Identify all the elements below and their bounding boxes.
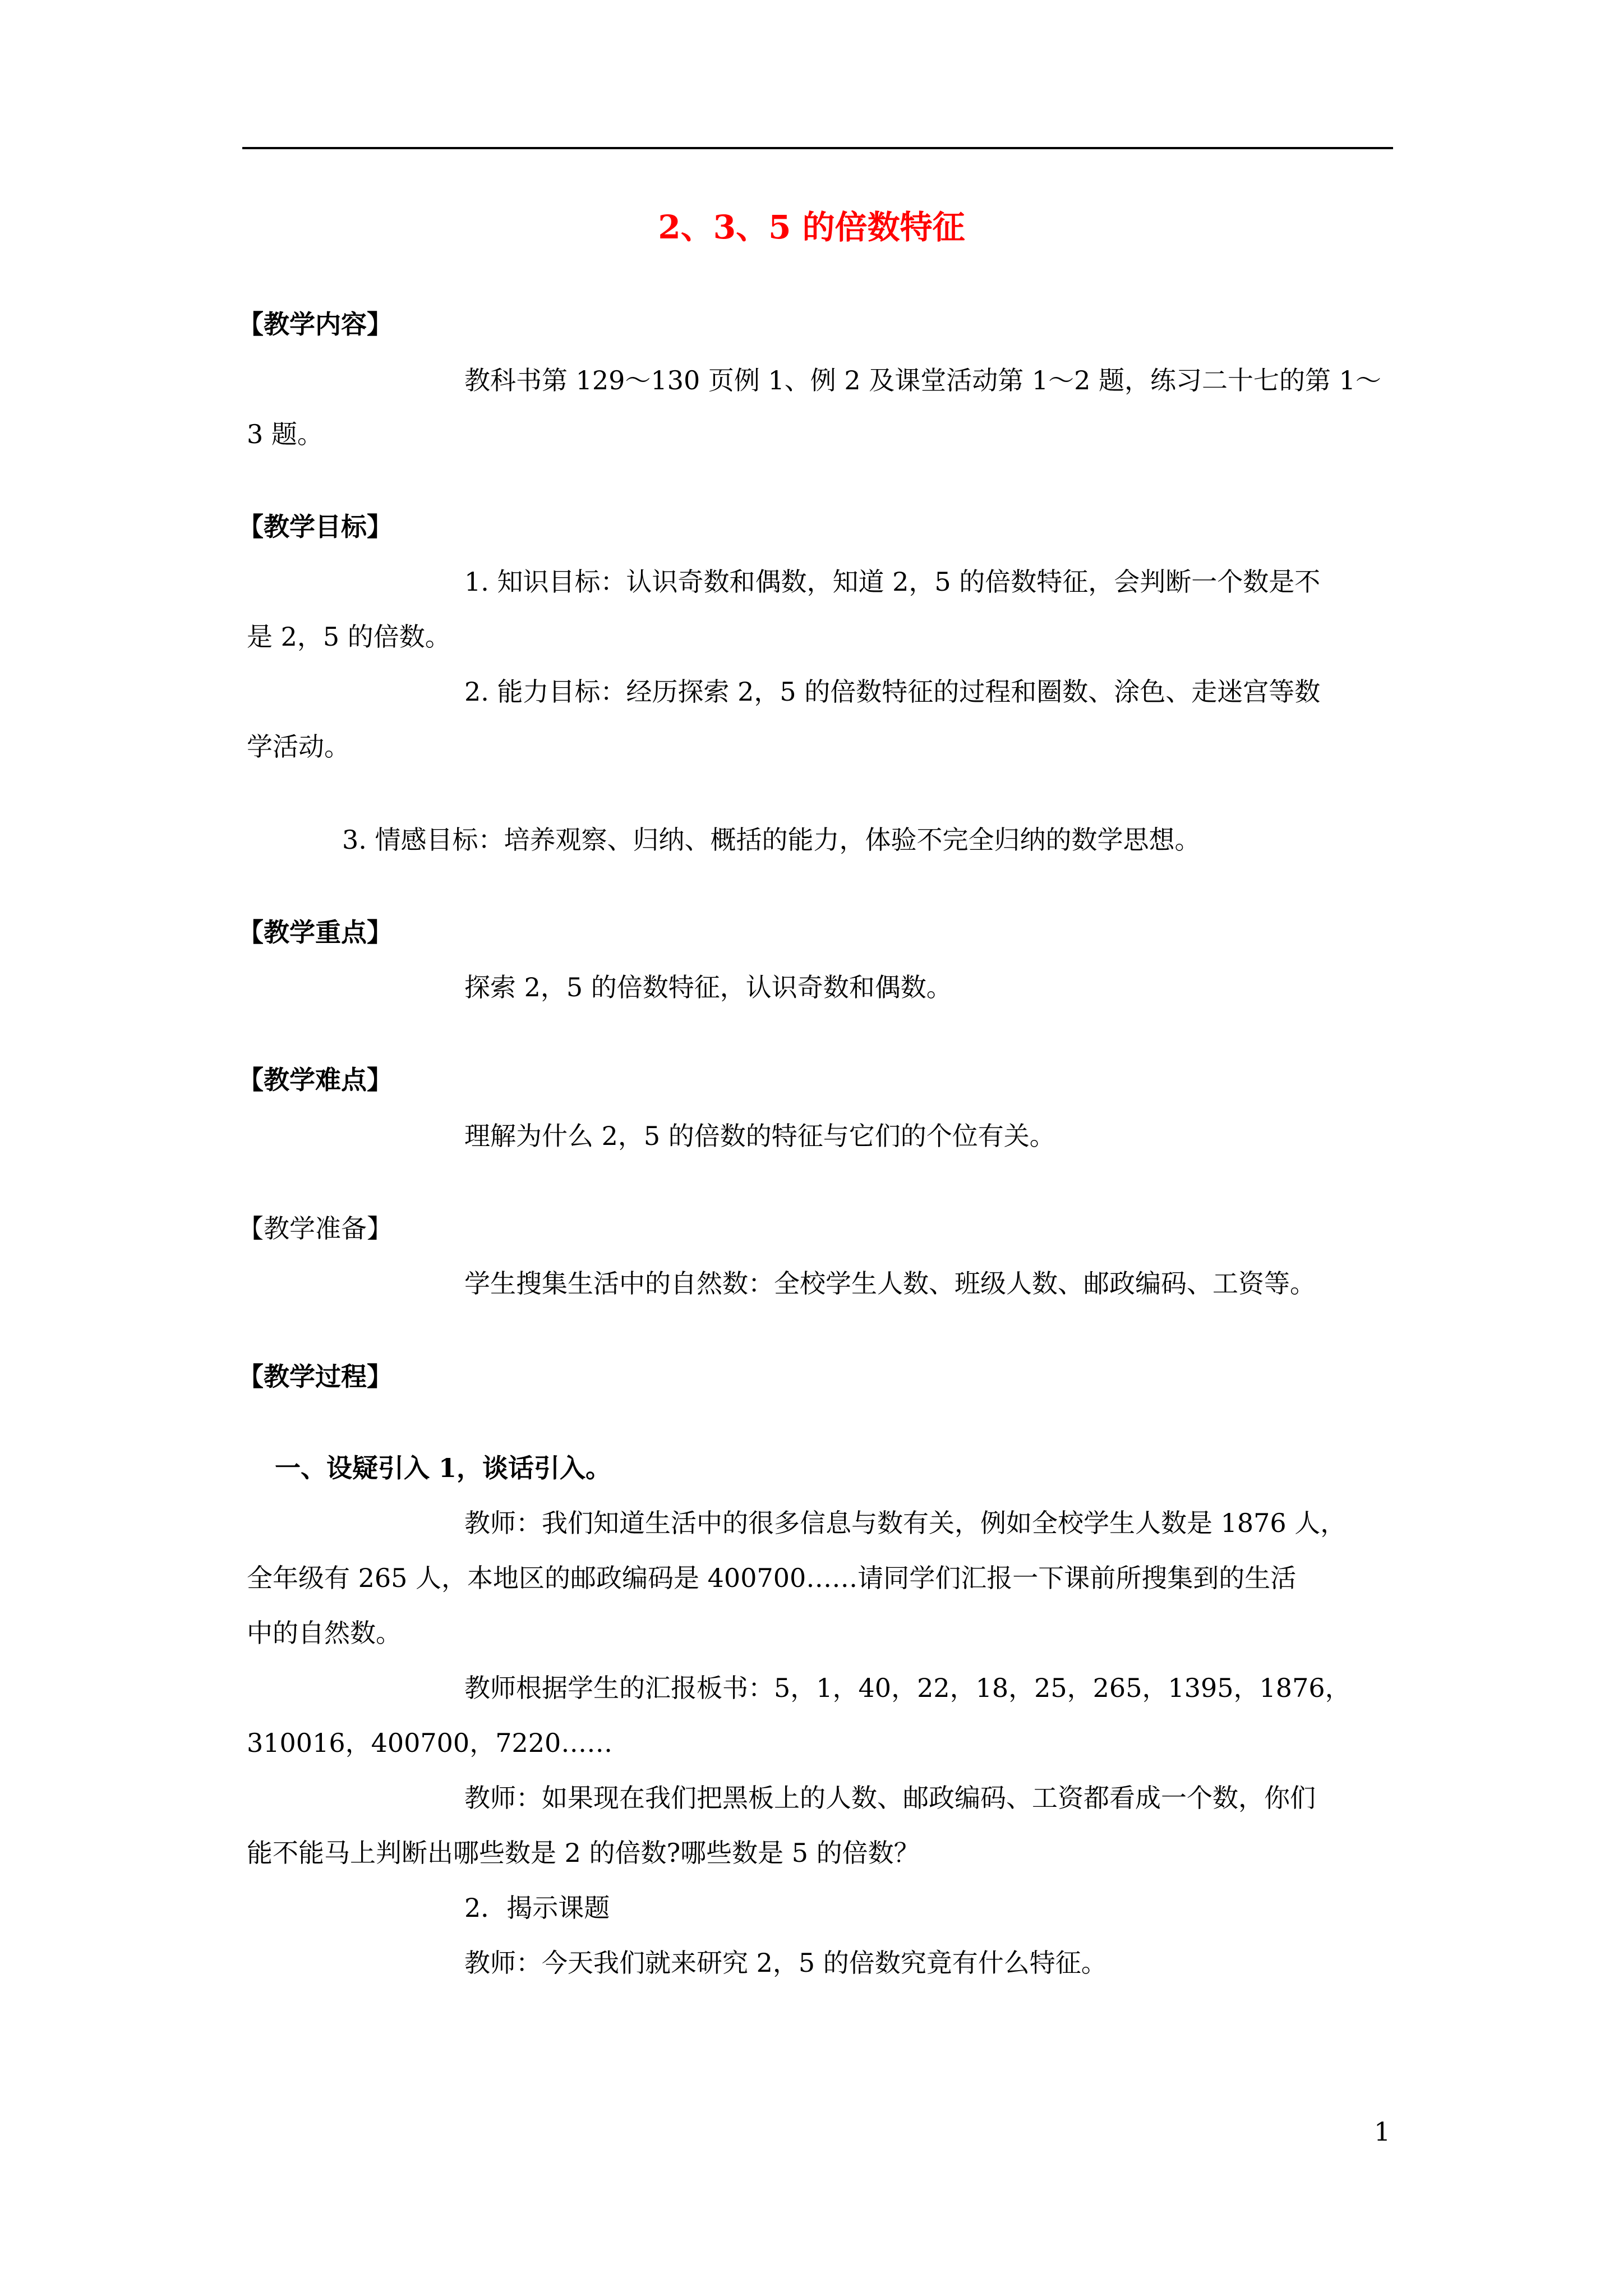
difficulties-line-1: 理解为什么 2，5 的倍数的特征与它们的个位有关。 xyxy=(464,1121,1055,1151)
heading-goals: 【教学目标】 xyxy=(238,512,393,542)
heading-preparation: 【教学准备】 xyxy=(238,1213,393,1244)
process-line-6: 教师：如果现在我们把黑板上的人数、邮政编码、工资都看成一个数，你们 xyxy=(464,1783,1316,1813)
heading-process: 【教学过程】 xyxy=(238,1361,393,1392)
process-line-1: 教师：我们知道生活中的很多信息与数有关，例如全校学生人数是 1876 人， xyxy=(464,1508,1347,1538)
goals-line-1: 1. 知识目标：认识奇数和偶数，知道 2，5 的倍数特征，会判断一个数是不 xyxy=(464,567,1321,597)
heading-key-points: 【教学重点】 xyxy=(238,917,393,947)
process-subheading: 一、设疑引入 1，谈话引入。 xyxy=(275,1453,612,1483)
process-line-5: 310016，400700，7220…… xyxy=(247,1728,613,1758)
heading-content: 【教学内容】 xyxy=(238,309,393,339)
heading-difficulties: 【教学难点】 xyxy=(238,1065,393,1095)
goals-line-3: 2. 能力目标：经历探索 2，5 的倍数特征的过程和圈数、涂色、走迷宫等数 xyxy=(464,677,1321,707)
goals-line-5: 3. 情感目标：培养观察、归纳、概括的能力，体验不完全归纳的数学思想。 xyxy=(342,825,1201,855)
process-line-9: 教师：今天我们就来研究 2，5 的倍数究竟有什么特征。 xyxy=(464,1948,1107,1978)
process-line-8: 2．揭示课题 xyxy=(464,1893,610,1923)
process-line-7: 能不能马上判断出哪些数是 2 的倍数?哪些数是 5 的倍数？ xyxy=(247,1838,920,1868)
key-points-line-1: 探索 2，5 的倍数特征，认识奇数和偶数。 xyxy=(464,972,952,1002)
process-line-4: 教师根据学生的汇报板书：5，1，40，22，18，25，265，1395，1876， xyxy=(464,1673,1351,1703)
page-title: 2、3、5 的倍数特征 xyxy=(658,208,965,246)
page-number: 1 xyxy=(1374,2116,1391,2147)
content-line-2: 3 题。 xyxy=(247,419,323,449)
goals-line-2: 是 2，5 的倍数。 xyxy=(247,622,451,652)
preparation-line-1: 学生搜集生活中的自然数：全校学生人数、班级人数、邮政编码、工资等。 xyxy=(464,1268,1316,1299)
content-line-1: 教科书第 129～130 页例 1、例 2 及课堂活动第 1～2 题，练习二十七的第 1～ xyxy=(464,365,1381,395)
process-line-3: 中的自然数。 xyxy=(247,1618,402,1648)
goals-line-4: 学活动。 xyxy=(247,731,350,762)
process-line-2: 全年级有 265 人，本地区的邮政编码是 400700……请同学们汇报一下课前所搜集到的生活 xyxy=(247,1563,1297,1593)
header-rule xyxy=(242,147,1393,149)
